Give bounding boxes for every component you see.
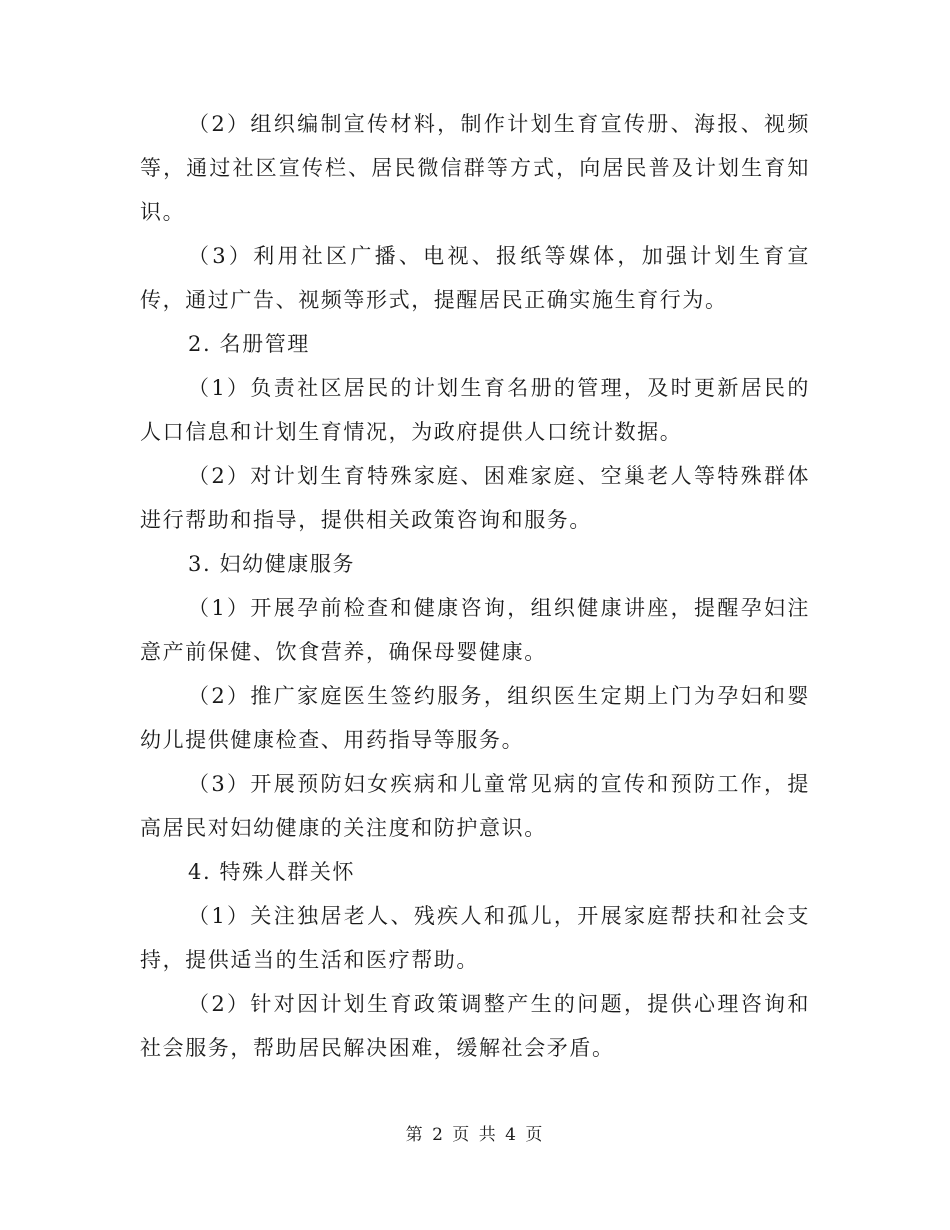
paragraph-policy-adjustment-support: （2）针对因计划生育政策调整产生的问题，提供心理咨询和社会服务，帮助居民解决困难，缓解社会矛盾。 bbox=[140, 992, 810, 1060]
section-heading-roster-management: 2. 名册管理 bbox=[188, 332, 310, 356]
paragraph-prenatal-checks: （1）开展孕前检查和健康咨询，组织健康讲座，提醒孕妇注意产前保健、饮食营养，确保母婴健康。 bbox=[140, 596, 810, 664]
paragraph-publicity-materials: （2）组织编制宣传材料，制作计划生育宣传册、海报、视频等，通过社区宣传栏、居民微信群等方式，向居民普及计划生育知识。 bbox=[140, 112, 810, 224]
document-body bbox=[140, 102, 810, 1070]
section-heading-maternal-child-health: 3. 妇幼健康服务 bbox=[188, 552, 356, 576]
paragraph-disease-prevention: （3）开展预防妇女疾病和儿童常见病的宣传和预防工作，提高居民对妇幼健康的关注度和防护意识。 bbox=[140, 772, 810, 840]
paragraph-media-publicity: （3）利用社区广播、电视、报纸等媒体，加强计划生育宣传，通过广告、视频等形式，提醒居民正确实施生育行为。 bbox=[140, 244, 810, 312]
page-number-footer: 第 2 页 共 4 页 bbox=[405, 1125, 545, 1145]
paragraph-elderly-disabled-orphans: （1）关注独居老人、残疾人和孤儿，开展家庭帮扶和社会支持，提供适当的生活和医疗帮助。 bbox=[140, 904, 810, 972]
paragraph-roster-maintenance: （1）负责社区居民的计划生育名册的管理，及时更新居民的人口信息和计划生育情况，为政府提供人口统计数据。 bbox=[140, 376, 810, 444]
section-heading-special-groups-care: 4. 特殊人群关怀 bbox=[188, 860, 356, 884]
paragraph-special-families: （2）对计划生育特殊家庭、困难家庭、空巢老人等特殊群体进行帮助和指导，提供相关政策咨询和服务。 bbox=[140, 464, 810, 532]
paragraph-family-doctor: （2）推广家庭医生签约服务，组织医生定期上门为孕妇和婴幼儿提供健康检查、用药指导等服务。 bbox=[140, 684, 810, 752]
